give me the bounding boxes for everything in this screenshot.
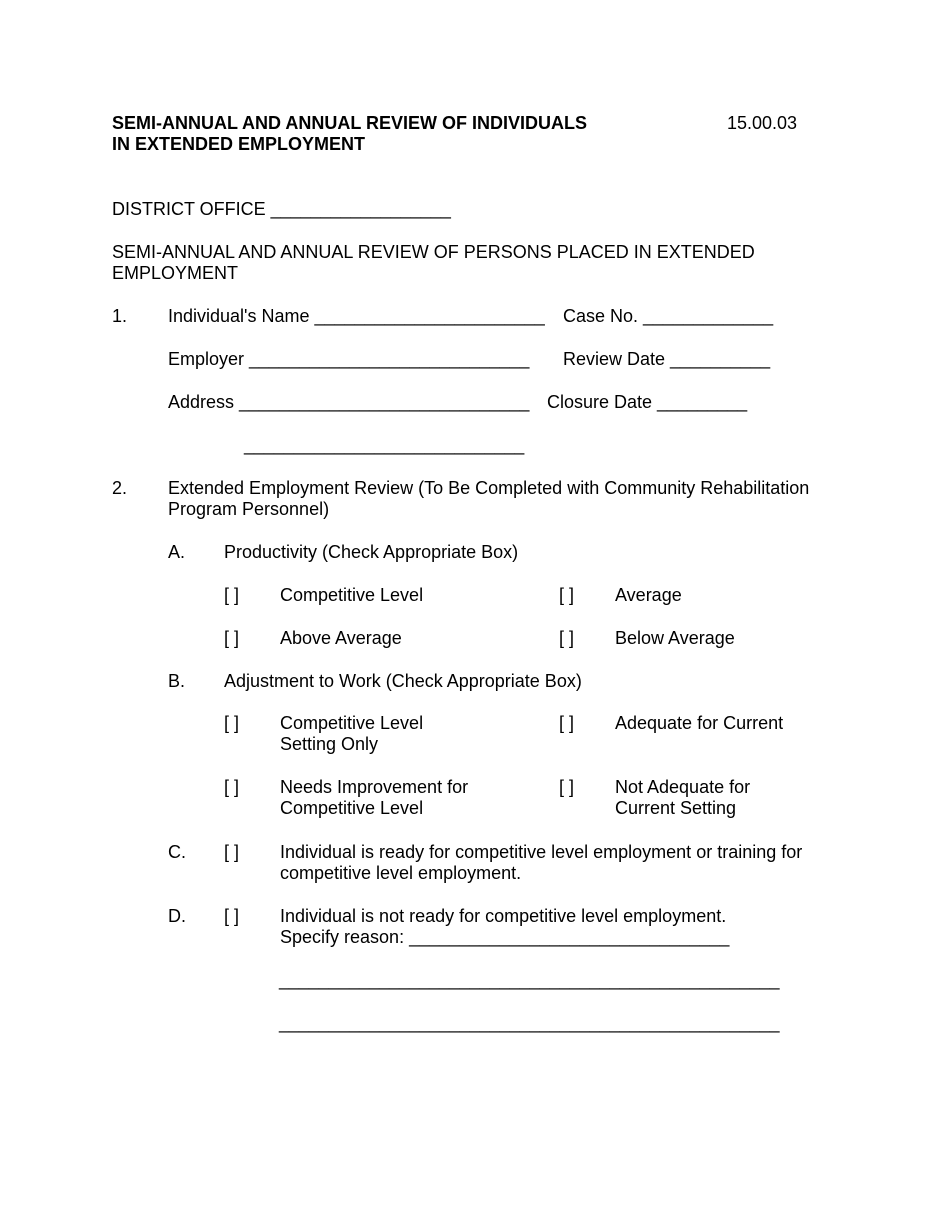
subtitle-line-1: SEMI-ANNUAL AND ANNUAL REVIEW OF PERSONS PLACED IN EXTENDED — [112, 242, 755, 262]
option-average: Average — [615, 585, 682, 605]
specify-reason-field[interactable]: Specify reason: ________________________________ — [280, 927, 730, 947]
item-a-letter: A. — [168, 542, 186, 562]
section-2-heading-line-2: Program Personnel) — [168, 499, 330, 519]
not-ready-statement: Individual is not ready for competitive level employment. — [280, 906, 727, 926]
checkbox-competitive-level[interactable]: [ ] — [224, 585, 240, 605]
option-competitive-level-setting — [280, 713, 423, 755]
checkbox-competitive-level-setting[interactable]: [ ] — [224, 713, 240, 733]
checkbox-not-adequate[interactable]: [ ] — [559, 777, 575, 797]
reason-blank-line-1[interactable]: __________________________________________________ — [279, 970, 780, 990]
item-d-letter: D. — [168, 906, 186, 926]
individual-name-field[interactable]: Individual's Name _______________________ — [168, 306, 545, 326]
ready-competitive-text — [280, 842, 802, 884]
closure-date-field[interactable]: Closure Date _________ — [547, 392, 748, 412]
checkbox-not-ready[interactable]: [ ] — [224, 906, 240, 926]
statement-line: Individual is ready for competitive level employment or training for — [280, 842, 803, 862]
adjustment-label: Adjustment to Work (Check Appropriate Box) — [224, 671, 582, 691]
item-c-letter: C. — [168, 842, 186, 862]
option-line: Competitive Level — [280, 713, 424, 733]
option-above-average: Above Average — [280, 628, 402, 648]
checkbox-adequate-for-current[interactable]: [ ] — [559, 713, 575, 733]
address-field[interactable]: Address _____________________________ — [168, 392, 530, 412]
form-title-line-1: SEMI-ANNUAL AND ANNUAL REVIEW OF INDIVIDUALS — [112, 113, 588, 133]
option-needs-improvement — [280, 777, 468, 819]
option-line: Competitive Level — [280, 798, 424, 818]
review-date-field[interactable]: Review Date __________ — [563, 349, 771, 369]
reason-blank-line-2[interactable]: __________________________________________________ — [279, 1013, 780, 1033]
option-adequate-for-current: Adequate for Current — [615, 713, 784, 733]
form-title-line-2: IN EXTENDED EMPLOYMENT — [112, 134, 366, 154]
checkbox-below-average[interactable]: [ ] — [559, 628, 575, 648]
checkbox-ready-competitive[interactable]: [ ] — [224, 842, 240, 862]
option-line: Current Setting — [615, 798, 737, 818]
option-not-adequate — [615, 777, 750, 819]
case-number-field[interactable]: Case No. _____________ — [563, 306, 774, 326]
checkbox-needs-improvement[interactable]: [ ] — [224, 777, 240, 797]
checkbox-average[interactable]: [ ] — [559, 585, 575, 605]
district-office-field[interactable]: DISTRICT OFFICE __________________ — [112, 199, 451, 219]
option-competitive-level: Competitive Level — [280, 585, 424, 605]
employer-field[interactable]: Employer ____________________________ — [168, 349, 530, 369]
section-2-heading-line-1: Extended Employment Review (To Be Completed with Community Rehabilitation — [168, 478, 810, 498]
subtitle-line-2: EMPLOYMENT — [112, 263, 239, 283]
item-b-letter: B. — [168, 671, 186, 691]
option-line: Not Adequate for — [615, 777, 751, 797]
option-below-average: Below Average — [615, 628, 735, 648]
section-2-number: 2. — [112, 478, 128, 498]
checkbox-above-average[interactable]: [ ] — [224, 628, 240, 648]
address-line-2-field[interactable]: ____________________________ — [244, 435, 525, 455]
productivity-label: Productivity (Check Appropriate Box) — [224, 542, 519, 562]
option-line: Needs Improvement for — [280, 777, 469, 797]
option-line: Setting Only — [280, 734, 379, 754]
section-1-number: 1. — [112, 306, 128, 326]
form-number: 15.00.03 — [727, 113, 798, 133]
statement-line: competitive level employment. — [280, 863, 522, 883]
